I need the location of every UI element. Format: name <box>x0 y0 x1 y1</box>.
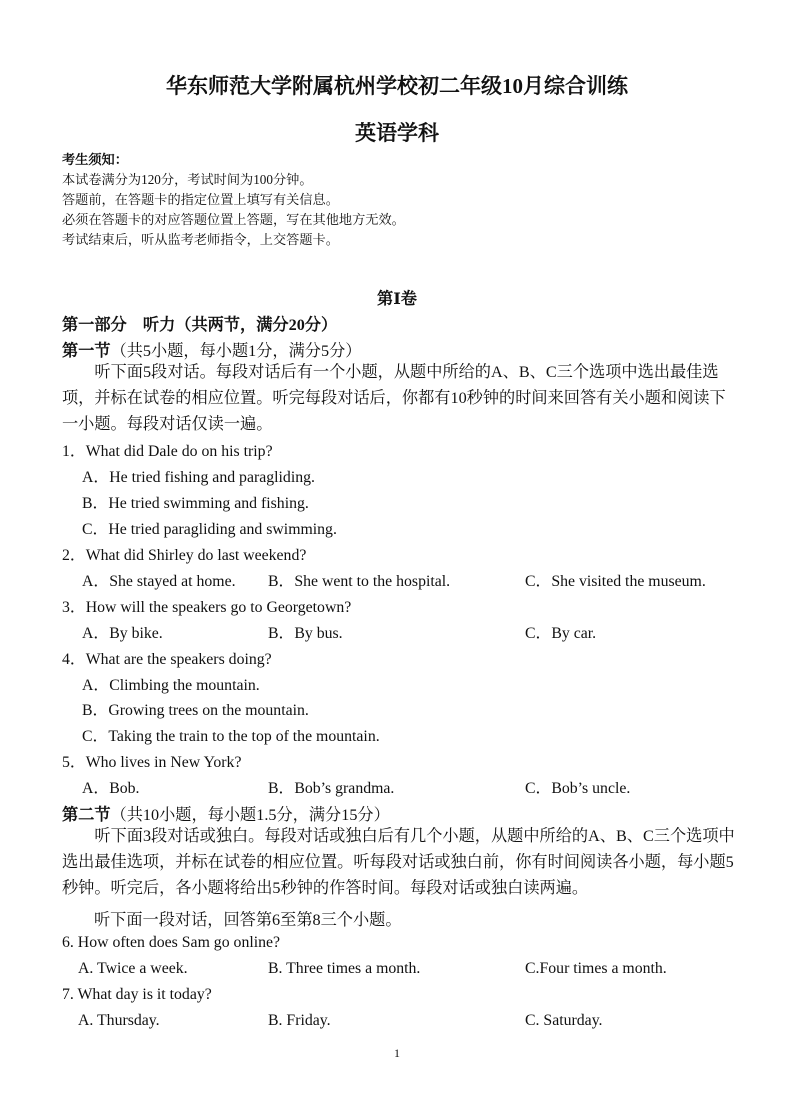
section1-instructions: 听下面5段对话。每段对话后有一个小题，从题中所给的A、B、C三个选项中选出最佳选项，并标在试卷的相应位置。听完每段对话后，你都有10秒钟的时间来回答有关小题和阅读下一小题。每段对话仅读一遍。 <box>62 363 726 433</box>
section2-note: （共10小题，每小题1.5分，满分15分） <box>110 806 390 824</box>
q6-option-a: A. Twice a week. <box>78 960 188 977</box>
section1-heading <box>62 337 361 361</box>
notice-line: 本试卷满分为120分，考试时间为100分钟。 <box>62 172 313 187</box>
q3-option-c: C．By car. <box>525 625 597 642</box>
q5-option-b: B．Bob’s grandma. <box>268 780 395 797</box>
notice-heading: 考生须知： <box>62 152 128 167</box>
q2-option-b: B．She went to the hospital. <box>268 573 451 590</box>
q3-option-b: B．By bus. <box>268 625 343 642</box>
section2-instructions: 听下面3段对话或独白。每段对话或独白后有几个小题，从题中所给的A、B、C三个选项中选出最佳选项，并标在试卷的相应位置。听每段对话或独白前，你有时间阅读各小题，每小题5秒钟。听完后，各小题将给出5秒钟的作答时间。每段对话或独白读两遍。 <box>62 827 735 897</box>
question-7: 7. What day is it today? <box>62 986 212 1003</box>
q2-option-c: C．She visited the museum. <box>525 573 706 590</box>
q4-option-b: B．Growing trees on the mountain. <box>82 702 309 719</box>
q3-option-a: A．By bike. <box>82 625 163 642</box>
notice-block <box>62 150 405 250</box>
question-3: 3．How will the speakers go to Georgetown? <box>62 599 352 616</box>
section1-title: 第一节 <box>62 342 111 360</box>
q6-option-b: B. Three times a month. <box>268 960 421 977</box>
question-2: 2．What did Shirley do last weekend? <box>62 547 307 564</box>
question-1: 1．What did Dale do on his trip? <box>62 443 273 460</box>
notice-line: 答题前，在答题卡的指定位置上填写有关信息。 <box>62 192 339 207</box>
q4-option-a: A．Climbing the mountain. <box>82 677 260 694</box>
q1-option-c: C．He tried paragliding and swimming. <box>82 521 337 538</box>
question-5: 5．Who lives in New York? <box>62 754 242 771</box>
section2-sub-instruction: 听下面一段对话，回答第6至第8三个小题。 <box>94 911 402 929</box>
q2-option-a: A．She stayed at home. <box>82 573 236 590</box>
notice-line: 考试结束后，听从监考老师指令，上交答题卡。 <box>62 232 339 247</box>
question-6: 6. How often does Sam go online? <box>62 934 281 951</box>
section2-title: 第二节 <box>62 806 111 824</box>
q7-option-c: C. Saturday. <box>525 1012 603 1029</box>
q5-option-a: A．Bob. <box>82 780 140 797</box>
section1-note: （共5小题，每小题1分，满分5分） <box>110 342 362 360</box>
exam-subject: 英语学科 <box>355 121 439 145</box>
q7-option-a: A. Thursday. <box>78 1012 160 1029</box>
notice-line: 必须在答题卡的对应答题位置上答题，写在其他地方无效。 <box>62 212 405 227</box>
volume-heading: 第Ⅰ卷 <box>377 290 417 308</box>
q1-option-b: B．He tried swimming and fishing. <box>82 495 309 512</box>
part1-heading: 第一部分 听力（共两节，满分20分） <box>62 316 338 334</box>
page-number: 1 <box>394 1046 400 1060</box>
q4-option-c: C．Taking the train to the top of the mountain. <box>82 728 380 745</box>
section2-heading <box>62 801 390 825</box>
question-4: 4．What are the speakers doing? <box>62 651 272 668</box>
q1-option-a: A．He tried fishing and paragliding. <box>82 469 315 486</box>
q5-option-c: C．Bob’s uncle. <box>525 780 631 797</box>
q6-option-c: C.Four times a month. <box>525 960 667 977</box>
q7-option-b: B. Friday. <box>268 1012 331 1029</box>
exam-title: 华东师范大学附属杭州学校初二年级10月综合训练 <box>166 74 628 98</box>
